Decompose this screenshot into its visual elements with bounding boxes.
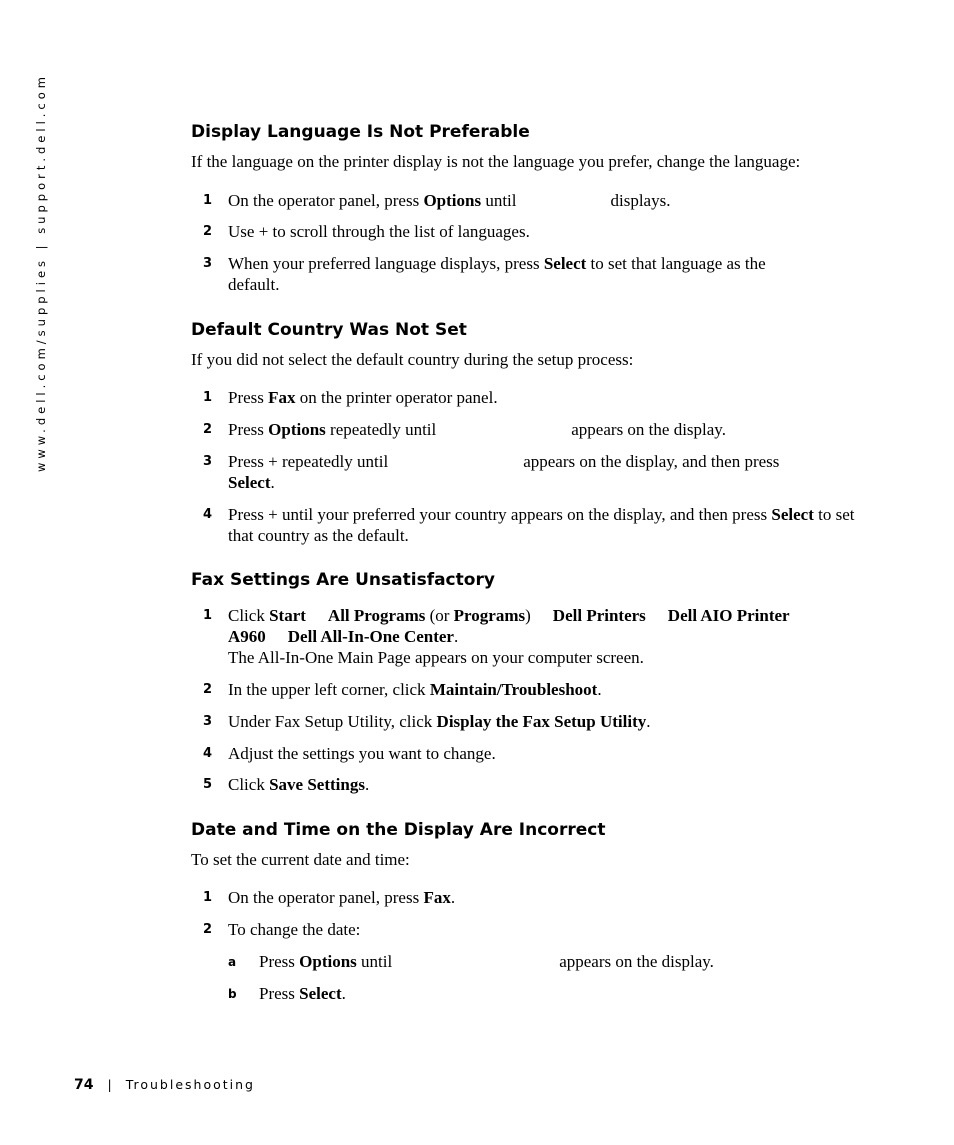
page-number: 74 bbox=[74, 1077, 94, 1093]
heading-date-time: Date and Time on the Display Are Incorrect bbox=[191, 820, 606, 840]
heading-fax-settings: Fax Settings Are Unsatisfactory bbox=[191, 570, 495, 590]
step-2: 2 To change the date: bbox=[203, 920, 361, 939]
step-3: 3 When your preferred language displays, press Select to set that language as the default. bbox=[203, 254, 766, 294]
page-footer bbox=[74, 1077, 255, 1093]
heading-default-country: Default Country Was Not Set bbox=[191, 320, 467, 340]
intro-default-country: If you did not select the default country during the setup process: bbox=[191, 350, 634, 369]
heading-display-language: Display Language Is Not Preferable bbox=[191, 122, 530, 142]
step-1: 1 Click Start All Programs (or Programs) Dell Printers Dell AIO Printer A960 Dell All-In-One Center. The All-In-One Main Page appears on your computer screen. bbox=[203, 606, 790, 667]
step-2: 2 Use + to scroll through the list of languages. bbox=[203, 222, 530, 241]
intro-date-time: To set the current date and time: bbox=[191, 850, 410, 869]
footer-section-title: Troubleshooting bbox=[125, 1077, 255, 1092]
step-number: 1 bbox=[203, 193, 213, 208]
step-4: 4 Press + until your preferred your country appears on the display, and then press Select to set that country as the default. bbox=[203, 505, 855, 545]
substep-a: a Press Options until appears on the display. bbox=[228, 952, 714, 971]
step-2: 2 In the upper left corner, click Maintain/Troubleshoot. bbox=[203, 680, 602, 699]
step-3: 3 Under Fax Setup Utility, click Display the Fax Setup Utility. bbox=[203, 712, 651, 731]
step-2: 2 Press Options repeatedly until appears on the display. bbox=[203, 420, 726, 439]
step-3: 3 Press + repeatedly until appears on the display, and then press Select. bbox=[203, 452, 780, 492]
step-1: 1 Press Fax on the printer operator panel. bbox=[203, 388, 498, 407]
step-5: 5 Click Save Settings. bbox=[203, 775, 370, 794]
step-1: 1 On the operator panel, press Options until displays. bbox=[203, 191, 671, 210]
intro-display-language: If the language on the printer display is not the language you prefer, change the language: bbox=[191, 152, 801, 171]
step-4: 4 Adjust the settings you want to change. bbox=[203, 744, 496, 763]
footer-separator: | bbox=[107, 1077, 112, 1092]
step-1: 1 On the operator panel, press Fax. bbox=[203, 888, 456, 907]
sidebar-url-text: www.dell.com/supplies | support.dell.com bbox=[34, 73, 48, 472]
substep-b: b Press Select. bbox=[228, 984, 346, 1003]
